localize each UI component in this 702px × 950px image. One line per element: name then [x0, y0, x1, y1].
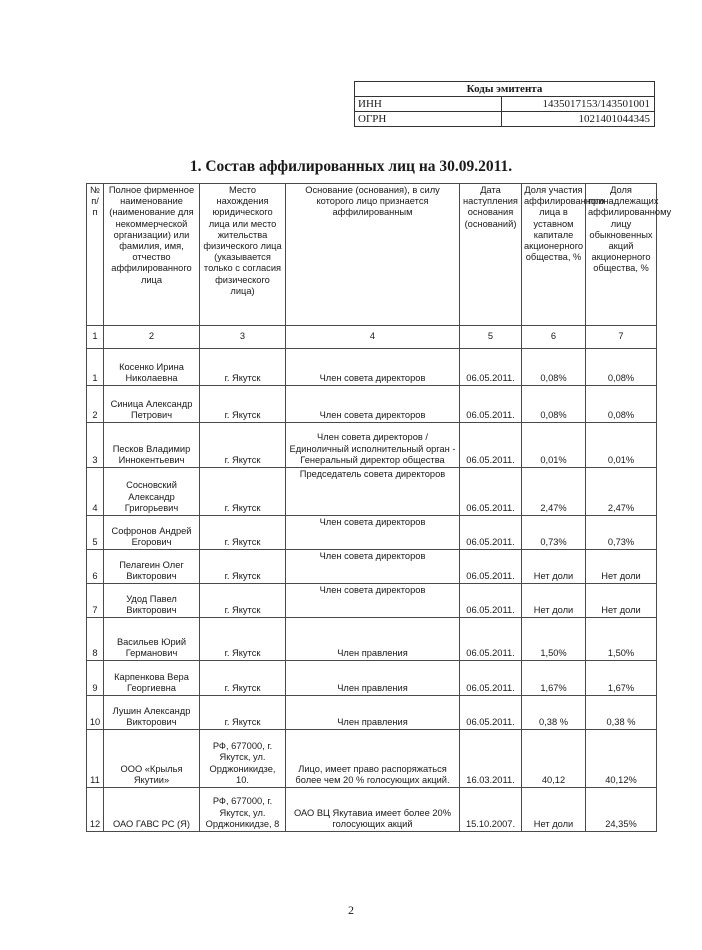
- row-number: 4: [87, 468, 104, 516]
- basis-date: 06.05.2011.: [460, 618, 522, 661]
- header-share: Доля участия аффилированного лица в уставном капитале акционерного общества, %: [522, 184, 586, 326]
- ogrn-label: ОГРН: [355, 112, 502, 127]
- capital-share: 0,73%: [522, 516, 586, 550]
- affiliation-basis: Член совета директоров: [286, 584, 460, 618]
- row-number: 1: [87, 349, 104, 386]
- affiliate-location: г. Якутск: [200, 468, 286, 516]
- inn-value: 1435017153/143501001: [502, 97, 655, 112]
- row-number: 10: [87, 696, 104, 730]
- stock-share: 40,12%: [586, 730, 657, 788]
- row-number: 9: [87, 661, 104, 696]
- column-number: 7: [586, 326, 657, 349]
- table-row: [87, 550, 657, 584]
- stock-share: Нет доли: [586, 584, 657, 618]
- basis-date: 06.05.2011.: [460, 661, 522, 696]
- affiliate-location: г. Якутск: [200, 423, 286, 468]
- stock-share: 1,50%: [586, 618, 657, 661]
- document-title: 1. Состав аффилированных лиц на 30.09.2011.: [189, 158, 513, 175]
- affiliation-basis: Председатель совета директоров: [286, 468, 460, 516]
- table-row: [87, 730, 657, 788]
- row-number: 5: [87, 516, 104, 550]
- affiliation-basis: Член совета директоров: [286, 349, 460, 386]
- row-number: 3: [87, 423, 104, 468]
- stock-share: 1,67%: [586, 661, 657, 696]
- affiliate-name: ООО «Крылья Якутии»: [104, 730, 200, 788]
- table-row: [87, 468, 657, 516]
- basis-date: 06.05.2011.: [460, 423, 522, 468]
- column-number: 1: [87, 326, 104, 349]
- basis-date: 06.05.2011.: [460, 386, 522, 423]
- affiliate-location: г. Якутск: [200, 584, 286, 618]
- capital-share: 2,47%: [522, 468, 586, 516]
- table-row: [87, 788, 657, 832]
- row-number: 11: [87, 730, 104, 788]
- capital-share: 0,08%: [522, 349, 586, 386]
- affiliate-location: г. Якутск: [200, 349, 286, 386]
- stock-share: 24,35%: [586, 788, 657, 832]
- header-stock: Доля принадлежащих аффилированному лицу обыкновенных акций акционерного общества, %: [586, 184, 657, 326]
- affiliate-name: Косенко Ирина Николаевна: [104, 349, 200, 386]
- issuer-codes-title: Коды эмитента: [355, 82, 655, 97]
- affiliate-name: Софронов Андрей Егорович: [104, 516, 200, 550]
- capital-share: 0,08%: [522, 386, 586, 423]
- basis-date: 06.05.2011.: [460, 696, 522, 730]
- stock-share: Нет доли: [586, 550, 657, 584]
- capital-share: Нет доли: [522, 788, 586, 832]
- basis-date: 15.10.2007.: [460, 788, 522, 832]
- capital-share: 40,12: [522, 730, 586, 788]
- affiliate-name: ОАО ГАВС РС (Я): [104, 788, 200, 832]
- table-row: [87, 349, 657, 386]
- affiliate-name: Синица Александр Петрович: [104, 386, 200, 423]
- table-row: [87, 423, 657, 468]
- row-number: 8: [87, 618, 104, 661]
- affiliate-name: Песков Владимир Иннокентьевич: [104, 423, 200, 468]
- stock-share: 0,73%: [586, 516, 657, 550]
- capital-share: 1,50%: [522, 618, 586, 661]
- basis-date: 06.05.2011.: [460, 516, 522, 550]
- column-number: 5: [460, 326, 522, 349]
- affiliates-table: [86, 183, 672, 832]
- stock-share: 0,01%: [586, 423, 657, 468]
- capital-share: 1,67%: [522, 661, 586, 696]
- page-number: 2: [348, 903, 354, 917]
- affiliate-location: РФ, 677000, г. Якутск, ул. Орджоникидзе, 8: [200, 788, 286, 832]
- basis-date: 06.05.2011.: [460, 584, 522, 618]
- affiliate-location: г. Якутск: [200, 386, 286, 423]
- affiliate-name: Пелагеин Олег Викторович: [104, 550, 200, 584]
- capital-share: 0,01%: [522, 423, 586, 468]
- affiliate-location: г. Якутск: [200, 516, 286, 550]
- row-number: 6: [87, 550, 104, 584]
- capital-share: Нет доли: [522, 550, 586, 584]
- affiliation-basis: Член совета директоров: [286, 516, 460, 550]
- table-row: [87, 661, 657, 696]
- affiliation-basis: Член совета директоров / Единоличный исполнительный орган - Генеральный директор общества: [286, 423, 460, 468]
- inn-label: ИНН: [355, 97, 502, 112]
- basis-date: 06.05.2011.: [460, 550, 522, 584]
- issuer-codes-table: [354, 81, 655, 127]
- table-row: [87, 584, 657, 618]
- affiliate-location: г. Якутск: [200, 618, 286, 661]
- basis-date: 16.03.2011.: [460, 730, 522, 788]
- basis-date: 06.05.2011.: [460, 349, 522, 386]
- row-number: 12: [87, 788, 104, 832]
- stock-share: 0,08%: [586, 386, 657, 423]
- stock-share: 0,08%: [586, 349, 657, 386]
- column-number: 6: [522, 326, 586, 349]
- row-number: 7: [87, 584, 104, 618]
- affiliate-name: Карпенкова Вера Георгиевна: [104, 661, 200, 696]
- table-row: [87, 386, 657, 423]
- affiliation-basis: Член правления: [286, 661, 460, 696]
- header-number: № п/п: [87, 184, 104, 326]
- column-number-row: [87, 326, 657, 349]
- table-row: [87, 696, 657, 730]
- stock-share: 2,47%: [586, 468, 657, 516]
- column-number: 3: [200, 326, 286, 349]
- affiliate-location: РФ, 677000, г. Якутск, ул. Орджоникидзе, 10.: [200, 730, 286, 788]
- column-number: 2: [104, 326, 200, 349]
- ogrn-value: 1021401044345: [502, 112, 655, 127]
- affiliate-location: г. Якутск: [200, 661, 286, 696]
- header-name: Полное фирменное наименование (наименование для некоммерческой организации) или фамилия, имя, отчество аффилированного лица: [104, 184, 200, 326]
- header-basis: Основание (основания), в силу которого лицо признается аффилированным: [286, 184, 460, 326]
- affiliation-basis: Лицо, имеет право распоряжаться более чем 20 % голосующих акций.: [286, 730, 460, 788]
- table-header-row: [87, 184, 657, 326]
- header-date: Дата наступления основания (оснований): [460, 184, 522, 326]
- capital-share: 0,38 %: [522, 696, 586, 730]
- capital-share: Нет доли: [522, 584, 586, 618]
- row-number: 2: [87, 386, 104, 423]
- affiliation-basis: ОАО ВЦ Якутавиа имеет более 20% голосующих акций: [286, 788, 460, 832]
- stock-share: 0,38 %: [586, 696, 657, 730]
- affiliate-name: Сосновский Александр Григорьевич: [104, 468, 200, 516]
- affiliation-basis: Член правления: [286, 696, 460, 730]
- affiliate-name: Удод Павел Викторович: [104, 584, 200, 618]
- affiliation-basis: Член совета директоров: [286, 550, 460, 584]
- affiliate-location: г. Якутск: [200, 696, 286, 730]
- basis-date: 06.05.2011.: [460, 468, 522, 516]
- table-row: [87, 516, 657, 550]
- affiliate-name: Васильев Юрий Германович: [104, 618, 200, 661]
- header-place: Место нахождения юридического лица или место жительства физического лица (указывается только с согласия физического лица): [200, 184, 286, 326]
- affiliate-name: Лушин Александр Викторович: [104, 696, 200, 730]
- column-number: 4: [286, 326, 460, 349]
- affiliation-basis: Член совета директоров: [286, 386, 460, 423]
- table-row: [87, 618, 657, 661]
- affiliate-location: г. Якутск: [200, 550, 286, 584]
- affiliation-basis: Член правления: [286, 618, 460, 661]
